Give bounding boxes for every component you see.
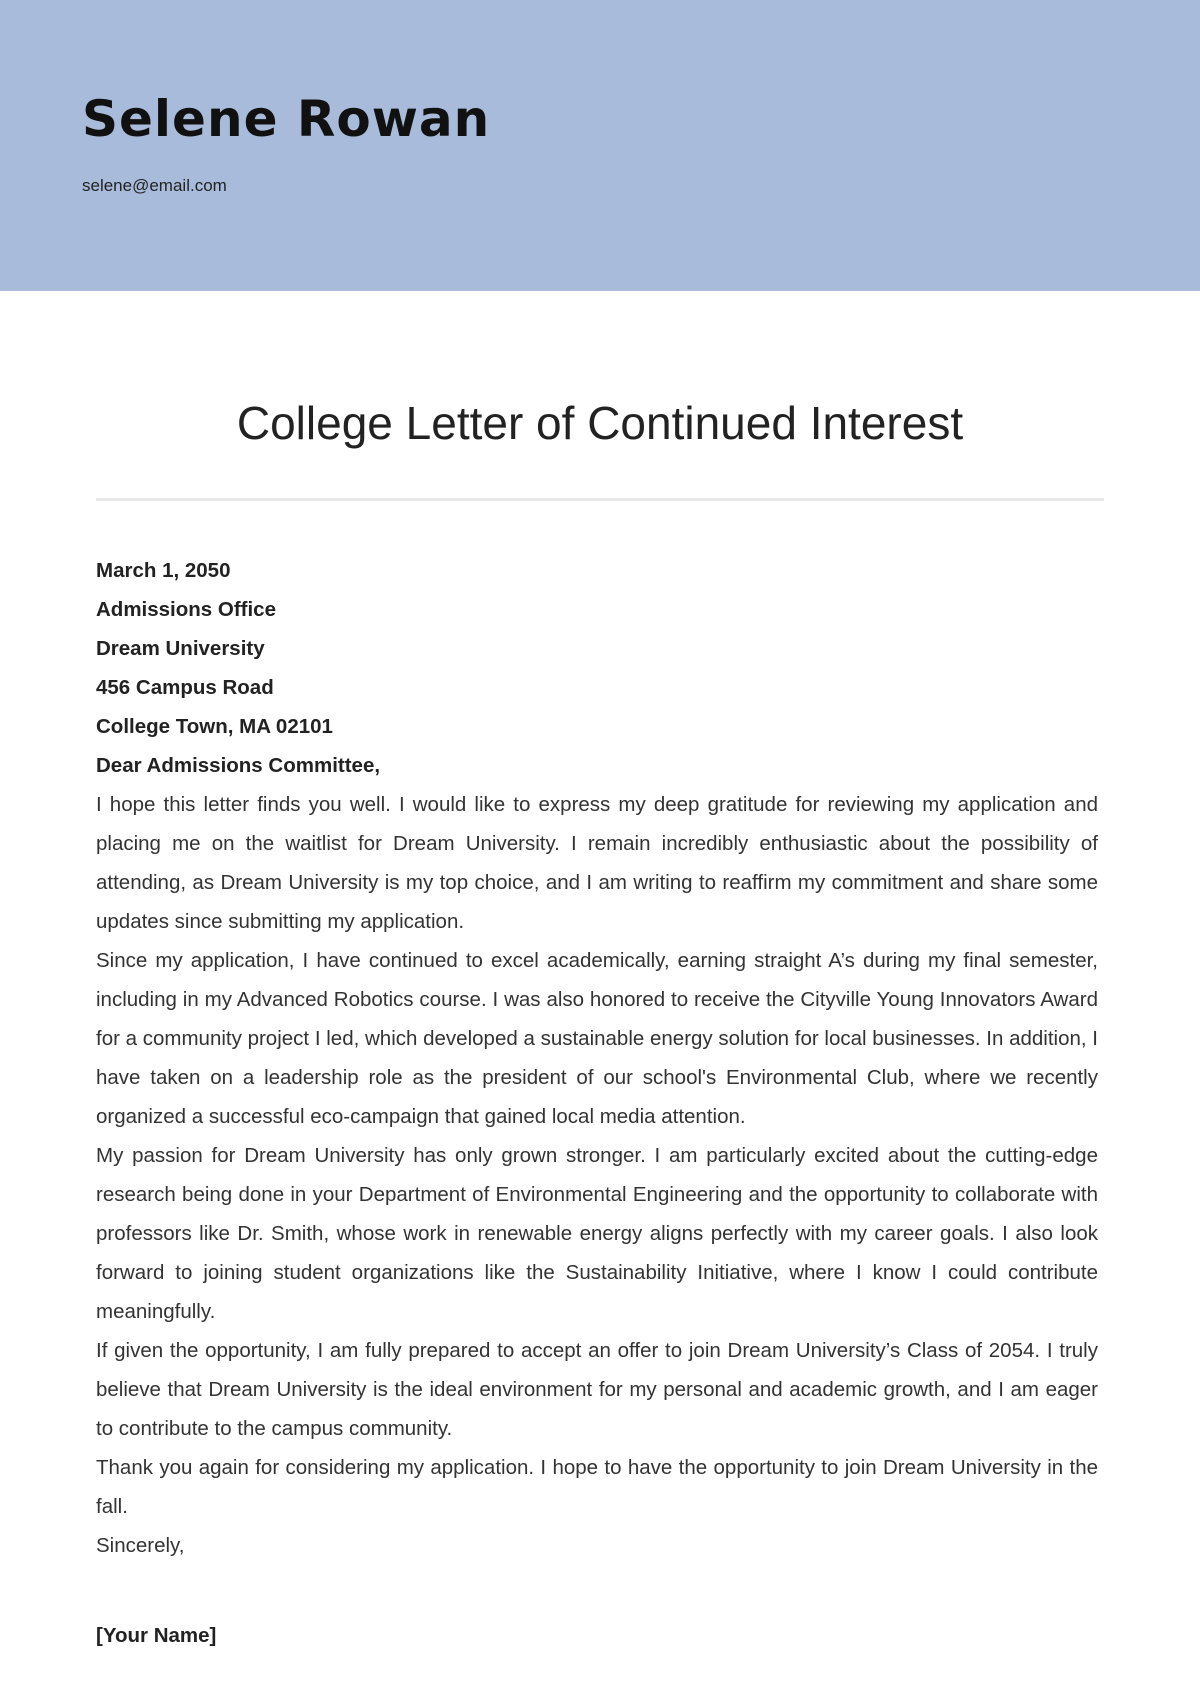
header-banner	[0, 0, 1200, 291]
letter-body	[96, 551, 1098, 1655]
divider	[96, 498, 1104, 501]
recipient-street: 456 Campus Road	[96, 676, 274, 699]
paragraph: My passion for Dream University has only grown stronger. I am particularly excited about the cutting-edge research being done in your Department of Environmental Engineering and the opportunity to collaborate with professors like Dr. Smith, whose work in renewable energy aligns perfectly with my career goals. I also look forward to joining student organizations like the Sustainability Initiative, where I know I could contribute meaningfully.	[96, 1144, 1098, 1323]
letter-date: March 1, 2050	[96, 559, 231, 582]
signature-gap	[96, 1565, 1098, 1616]
paragraph: If given the opportunity, I am fully prepared to accept an offer to join Dream University’s Class of 2054. I truly believe that Dream University is the ideal environment for my personal and academic growth, and I am eager to contribute to the campus community.	[96, 1339, 1098, 1440]
closing: Sincerely,	[96, 1534, 185, 1557]
recipient-office: Admissions Office	[96, 598, 276, 621]
paragraph: Since my application, I have continued to excel academically, earning straight A’s during my final semester, including in my Advanced Robotics course. I was also honored to receive the Cityville Young Innovators Award for a community project I led, which developed a sustainable energy solution for local businesses. In addition, I have taken on a leadership role as the president of our school's Environmental Club, where we recently organized a successful eco-campaign that gained local media attention.	[96, 949, 1098, 1128]
sender-email: selene@email.com	[82, 176, 227, 195]
recipient-university: Dream University	[96, 637, 265, 660]
salutation: Dear Admissions Committee,	[96, 754, 381, 777]
paragraph: Thank you again for considering my application. I hope to have the opportunity to join Dream University in the fall.	[96, 1456, 1098, 1518]
paragraph: I hope this letter finds you well. I would like to express my deep gratitude for reviewing my application and placing me on the waitlist for Dream University. I remain incredibly enthusiastic about the possibility of attending, as Dream University is my top choice, and I am writing to reaffirm my commitment and share some updates since submitting my application.	[96, 793, 1098, 933]
sender-name: Selene Rowan	[82, 90, 491, 148]
recipient-city: College Town, MA 02101	[96, 715, 333, 738]
document-title: College Letter of Continued Interest	[236, 397, 964, 449]
signature: [Your Name]	[96, 1624, 217, 1647]
